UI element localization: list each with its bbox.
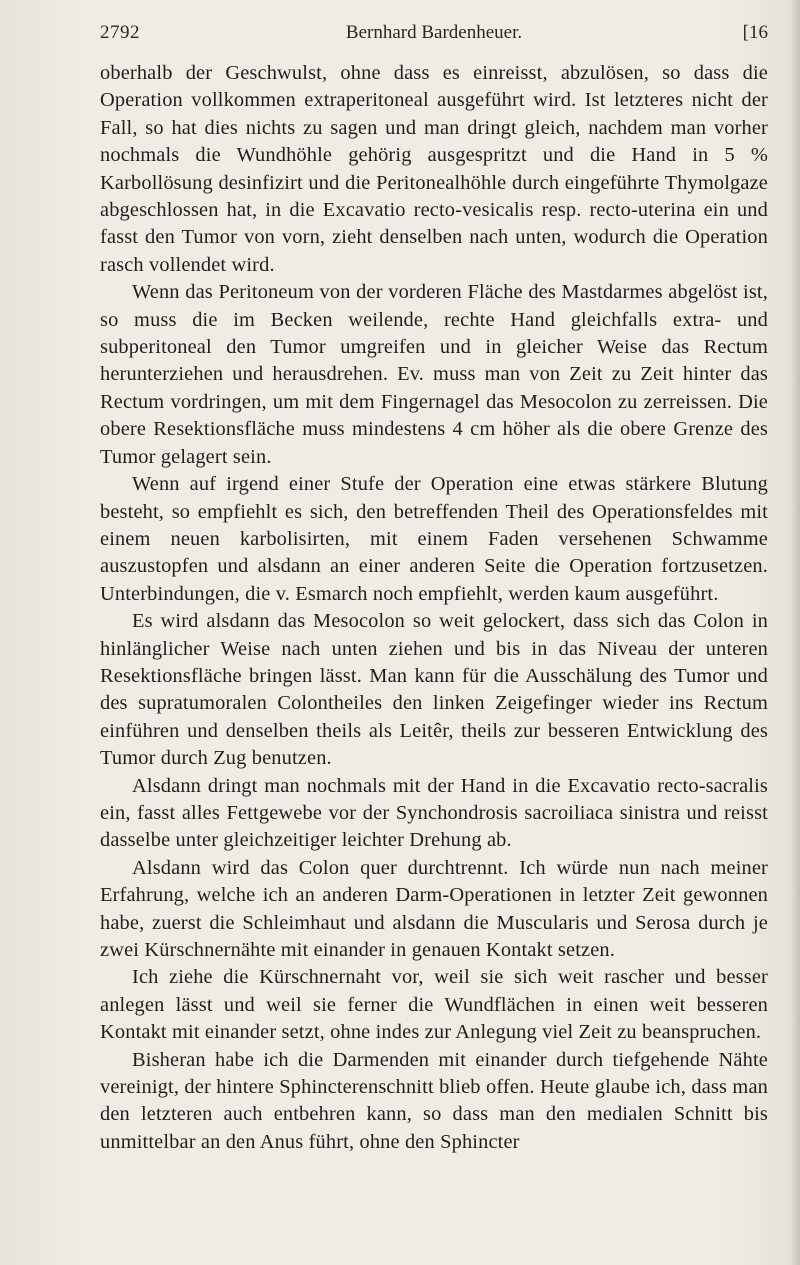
- paragraph: Alsdann dringt man nochmals mit der Hand in die Excavatio recto-sacralis ein, fasst alles Fettgewebe vor der Synchondrosis sacroiliaca sinistra und reisst dasselbe unter gleichzeitiger leichter Drehung ab.: [100, 774, 768, 852]
- paragraph: Ich ziehe die Kürschnernaht vor, weil sie sich weit rascher und besser anlegen lässt und weil sie ferner die Wundflächen in einen weit besseren Kontakt mit einander setzt, ohne indes zur Anlegung viel Zeit zu beanspruchen.: [100, 966, 768, 1044]
- paragraph: Wenn auf irgend einer Stufe der Operation eine etwas stärkere Blutung besteht, so empfiehlt es sich, den betreffenden Theil des Operationsfeldes mit einem neuen karbolisirten, mit einem Faden versehenen Schwamme auszustopfen und alsdann an einer anderen Seite die Operation fortzusetzen. Unterbindungen, die v. Esmarch noch empfiehlt, werden kaum ausgeführt.: [100, 473, 768, 605]
- section-mark: [16: [742, 22, 768, 43]
- paragraph: oberhalb der Geschwulst, ohne dass es einreisst, abzulösen, so dass die Operation vollkommen extraperitoneal ausgeführt wird. Ist letzteres nicht der Fall, so hat dies nichts zu sagen und man dringt gleich, nachdem man vorher nochmals die Wundhöhle gehörig ausgespritzt und die Hand in 5 % Karbollösung desinfizirt und die Peritonealhöhle durch eingeführte Thymolgaze abgeschlossen hat, in die Excavatio recto-vesicalis resp. recto-uterina ein und fasst den Tumor von vorn, zieht denselben nach unten, wodurch die Operation rasch vollendet wird.: [100, 62, 768, 276]
- paragraph: Bisheran habe ich die Darmenden mit einander durch tiefgehende Nähte vereinigt, der hintere Sphincterenschnitt blieb offen. Heute glaube ich, dass man den letzteren auch entbehren kann, so dass man den medialen Schnitt bis unmittelbar an den Anus führt, ohne den Sphincter: [100, 1048, 768, 1153]
- paragraph: Wenn das Peritoneum von der vorderen Fläche des Mastdarmes abgelöst ist, so muss die im Becken weilende, rechte Hand gleichfalls extra- und subperitoneal den Tumor umgreifen und in gleicher Weise das Rectum herunterziehen und herausdrehen. Ev. muss man von Zeit zu Zeit hinter das Rectum vordringen, um mit dem Fingernagel das Mesocolon zu zerreissen. Die obere Resektionsfläche muss mindestens 4 cm höher als die obere Grenze des Tumor gelagert sein.: [100, 281, 768, 468]
- paragraph: Alsdann wird das Colon quer durchtrennt. Ich würde nun nach meiner Erfahrung, welche ich an anderen Darm-Operationen in letzter Zeit gewonnen habe, zuerst die Schleimhaut und alsdann die Muscularis und Serosa durch je zwei Kürschnernähte mit einander in genauen Kontakt setzen.: [100, 856, 768, 961]
- page-edge-shadow: [790, 0, 800, 1265]
- running-head: Bernhard Bardenheuer.: [345, 22, 523, 43]
- paragraph: Es wird alsdann das Mesocolon so weit gelockert, dass sich das Colon in hinlänglicher Weise nach unten ziehen und bis in das Niveau der unteren Resektionsfläche bringen lässt. Man kann für die Ausschälung des Tumor und des supratumoralen Colontheiles den linken Zeigefinger wieder ins Rectum einführen und denselben theils als Leitêr, theils zur besseren Entwicklung des Tumor durch Zug benutzen.: [100, 610, 768, 770]
- page-number: 2792: [100, 22, 140, 43]
- body-text: [100, 60, 768, 1156]
- page-header: [100, 22, 768, 52]
